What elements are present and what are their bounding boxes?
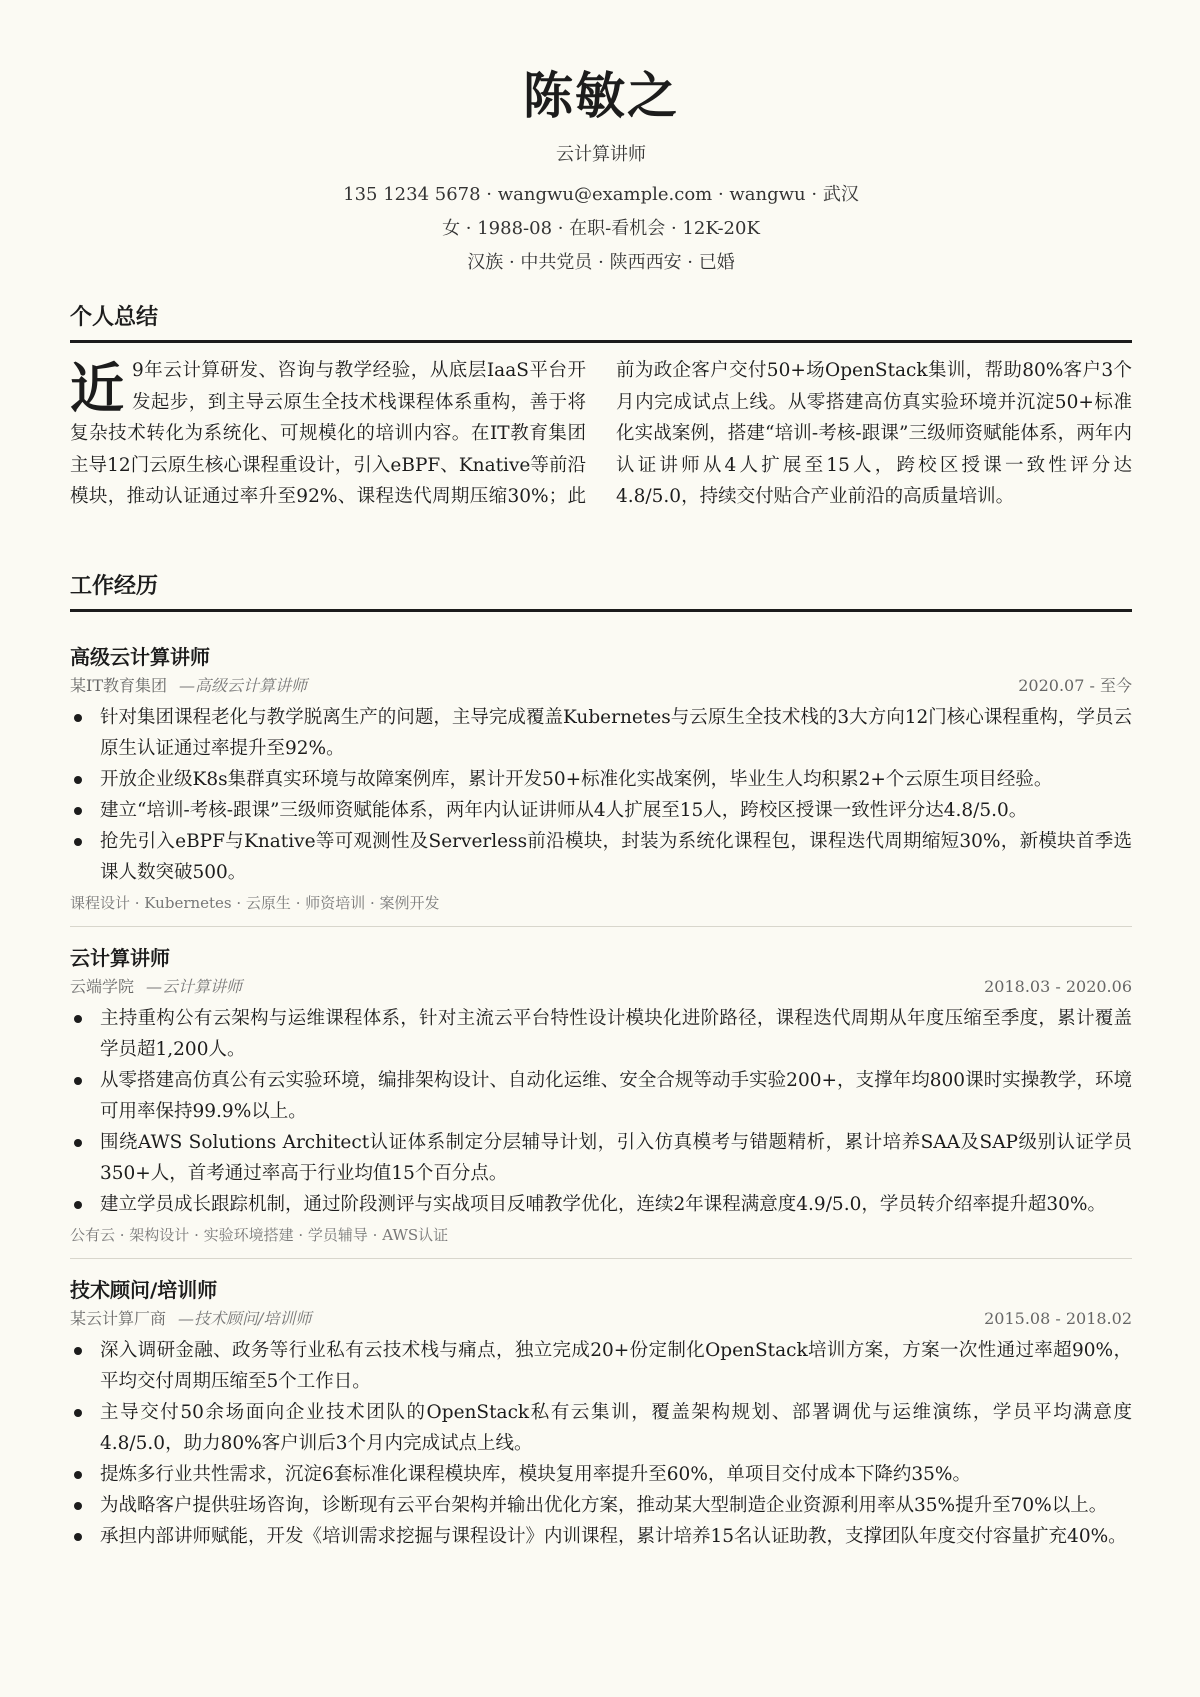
job-bullet: 围绕AWS Solutions Architect认证体系制定分层辅导计划，引入仿真模考与错题精析，累计培养SAA及SAP级别认证学员350+人，首考通过率高于行业均值15个百分点。 — [70, 1127, 1132, 1189]
personal-info: 女 · 1988-08 · 在职-看机会 · 12K-20K — [442, 218, 760, 239]
candidate-name: 陈敏之 — [523, 66, 679, 125]
job-bullet: 建立学员成长跟踪机制，通过阶段测评与实战项目反哺教学优化，连续2年课程满意度4.9/5.0，学员转介绍率提升超30%。 — [70, 1189, 1132, 1220]
job-tags: 公有云 · 架构设计 · 实验环境搭建 · 学员辅导 · AWS认证 — [70, 1222, 1132, 1259]
job-entry — [70, 943, 1132, 1259]
job-bullet: 针对集团课程老化与教学脱离生产的问题，主导完成覆盖Kubernetes与云原生全技术栈的3大方向12门核心课程重构，学员云原生认证通过率提升至92%。 — [70, 702, 1132, 764]
job-title: 云计算讲师 — [556, 144, 646, 165]
summary-body: 9年云计算研发、咨询与教学经验，从底层IaaS平台开发起步，到主导云原生全技术栈课程体系重构，善于将复杂技术转化为系统化、可规模化的培训内容。在IT教育集团主导12门云原生核心课程重设计，引入eBPF、Knative等前沿模块，推动认证通过率升至92%、课程迭代周期压缩30%；此前为政企客户交付50+场OpenStack集训，帮助80%客户3个月内完成试点上线。从零搭建高仿真实验环境并沉淀50+标准化实战案例，搭建“培训-考核-跟课”三级师资赋能体系，两年内认证讲师从4人扩展至15人，跨校区授课一致性评分达4.8/5.0，持续交付贴合产业前沿的高质量培训。 — [70, 360, 1132, 507]
job-bullets — [70, 702, 1132, 888]
job-company: 云端学院 — [70, 977, 135, 996]
job-meta — [70, 973, 1132, 1001]
resume-header — [70, 64, 1132, 280]
job-bullet: 开放企业级K8s集群真实环境与故障案例库，累计开发50+标准化实战案例，毕业生人均积累2+个云原生项目经验。 — [70, 764, 1132, 795]
summary-text — [70, 355, 1132, 545]
job-bullet: 抢先引入eBPF与Knative等可观测性及Serverless前沿模块，封装为系统化课程包，课程迭代周期缩短30%，新模块首季选课人数突破500。 — [70, 826, 1132, 888]
job-bullet: 建立“培训-考核-跟课”三级师资赋能体系，两年内认证讲师从4人扩展至15人，跨校区授课一致性评分达4.8/5.0。 — [70, 795, 1132, 826]
job-period: 2015.08 - 2018.02 — [984, 1309, 1132, 1328]
job-meta — [70, 1305, 1132, 1333]
job-bullets — [70, 1335, 1132, 1552]
job-entry — [70, 642, 1132, 927]
job-bullet: 承担内部讲师赋能，开发《培训需求挖掘与课程设计》内训课程，累计培养15名认证助教，支撑团队年度交付容量扩充40%。 — [70, 1521, 1132, 1552]
summary-dropcap: 近 — [70, 356, 124, 420]
job-period: 2018.03 - 2020.06 — [984, 977, 1132, 996]
summary-heading: 个人总结 — [70, 302, 1132, 343]
background-info: 汉族 · 中共党员 · 陕西西安 · 已婚 — [467, 252, 735, 273]
job-company: 某云计算厂商 — [70, 1309, 167, 1328]
job-bullet: 主导交付50余场面向企业技术团队的OpenStack私有云集训，覆盖架构规划、部署调优与运维演练，学员平均满意度4.8/5.0，助力80%客户训后3个月内完成试点上线。 — [70, 1397, 1132, 1459]
job-bullet: 为战略客户提供驻场咨询，诊断现有云平台架构并输出优化方案，推动某大型制造企业资源利用率从35%提升至70%以上。 — [70, 1490, 1132, 1521]
job-position: 云计算讲师 — [70, 946, 170, 970]
job-tags: 课程设计 · Kubernetes · 云原生 · 师资培训 · 案例开发 — [70, 890, 1132, 927]
job-meta — [70, 672, 1132, 700]
contact-info: 135 1234 5678 · wangwu@example.com · wangwu · 武汉 — [343, 184, 859, 205]
job-position: 高级云计算讲师 — [70, 645, 210, 669]
job-role: —高级云计算讲师 — [179, 676, 308, 695]
job-role: —技术顾问/培训师 — [178, 1309, 312, 1328]
job-company: 某IT教育集团 — [70, 676, 167, 695]
job-period: 2020.07 - 至今 — [1018, 676, 1132, 695]
job-bullet: 从零搭建高仿真公有云实验环境，编排架构设计、自动化运维、安全合规等动手实验200+，支撑年均800课时实操教学，环境可用率保持99.9%以上。 — [70, 1065, 1132, 1127]
job-role: —云计算讲师 — [146, 977, 243, 996]
job-position: 技术顾问/培训师 — [70, 1278, 218, 1302]
job-bullet: 主持重构公有云架构与运维课程体系，针对主流云平台特性设计模块化进阶路径，课程迭代周期从年度压缩至季度，累计覆盖学员超1,200人。 — [70, 1003, 1132, 1065]
job-bullet: 提炼多行业共性需求，沉淀6套标准化课程模块库，模块复用率提升至60%，单项目交付成本下降约35%。 — [70, 1459, 1132, 1490]
job-bullets — [70, 1003, 1132, 1220]
resume-page — [70, 0, 1132, 1697]
work-heading: 工作经历 — [70, 571, 1132, 612]
job-bullet: 深入调研金融、政务等行业私有云技术栈与痛点，独立完成20+份定制化OpenStack培训方案，方案一次性通过率超90%，平均交付周期压缩至5个工作日。 — [70, 1335, 1132, 1397]
job-entry — [70, 1275, 1132, 1552]
